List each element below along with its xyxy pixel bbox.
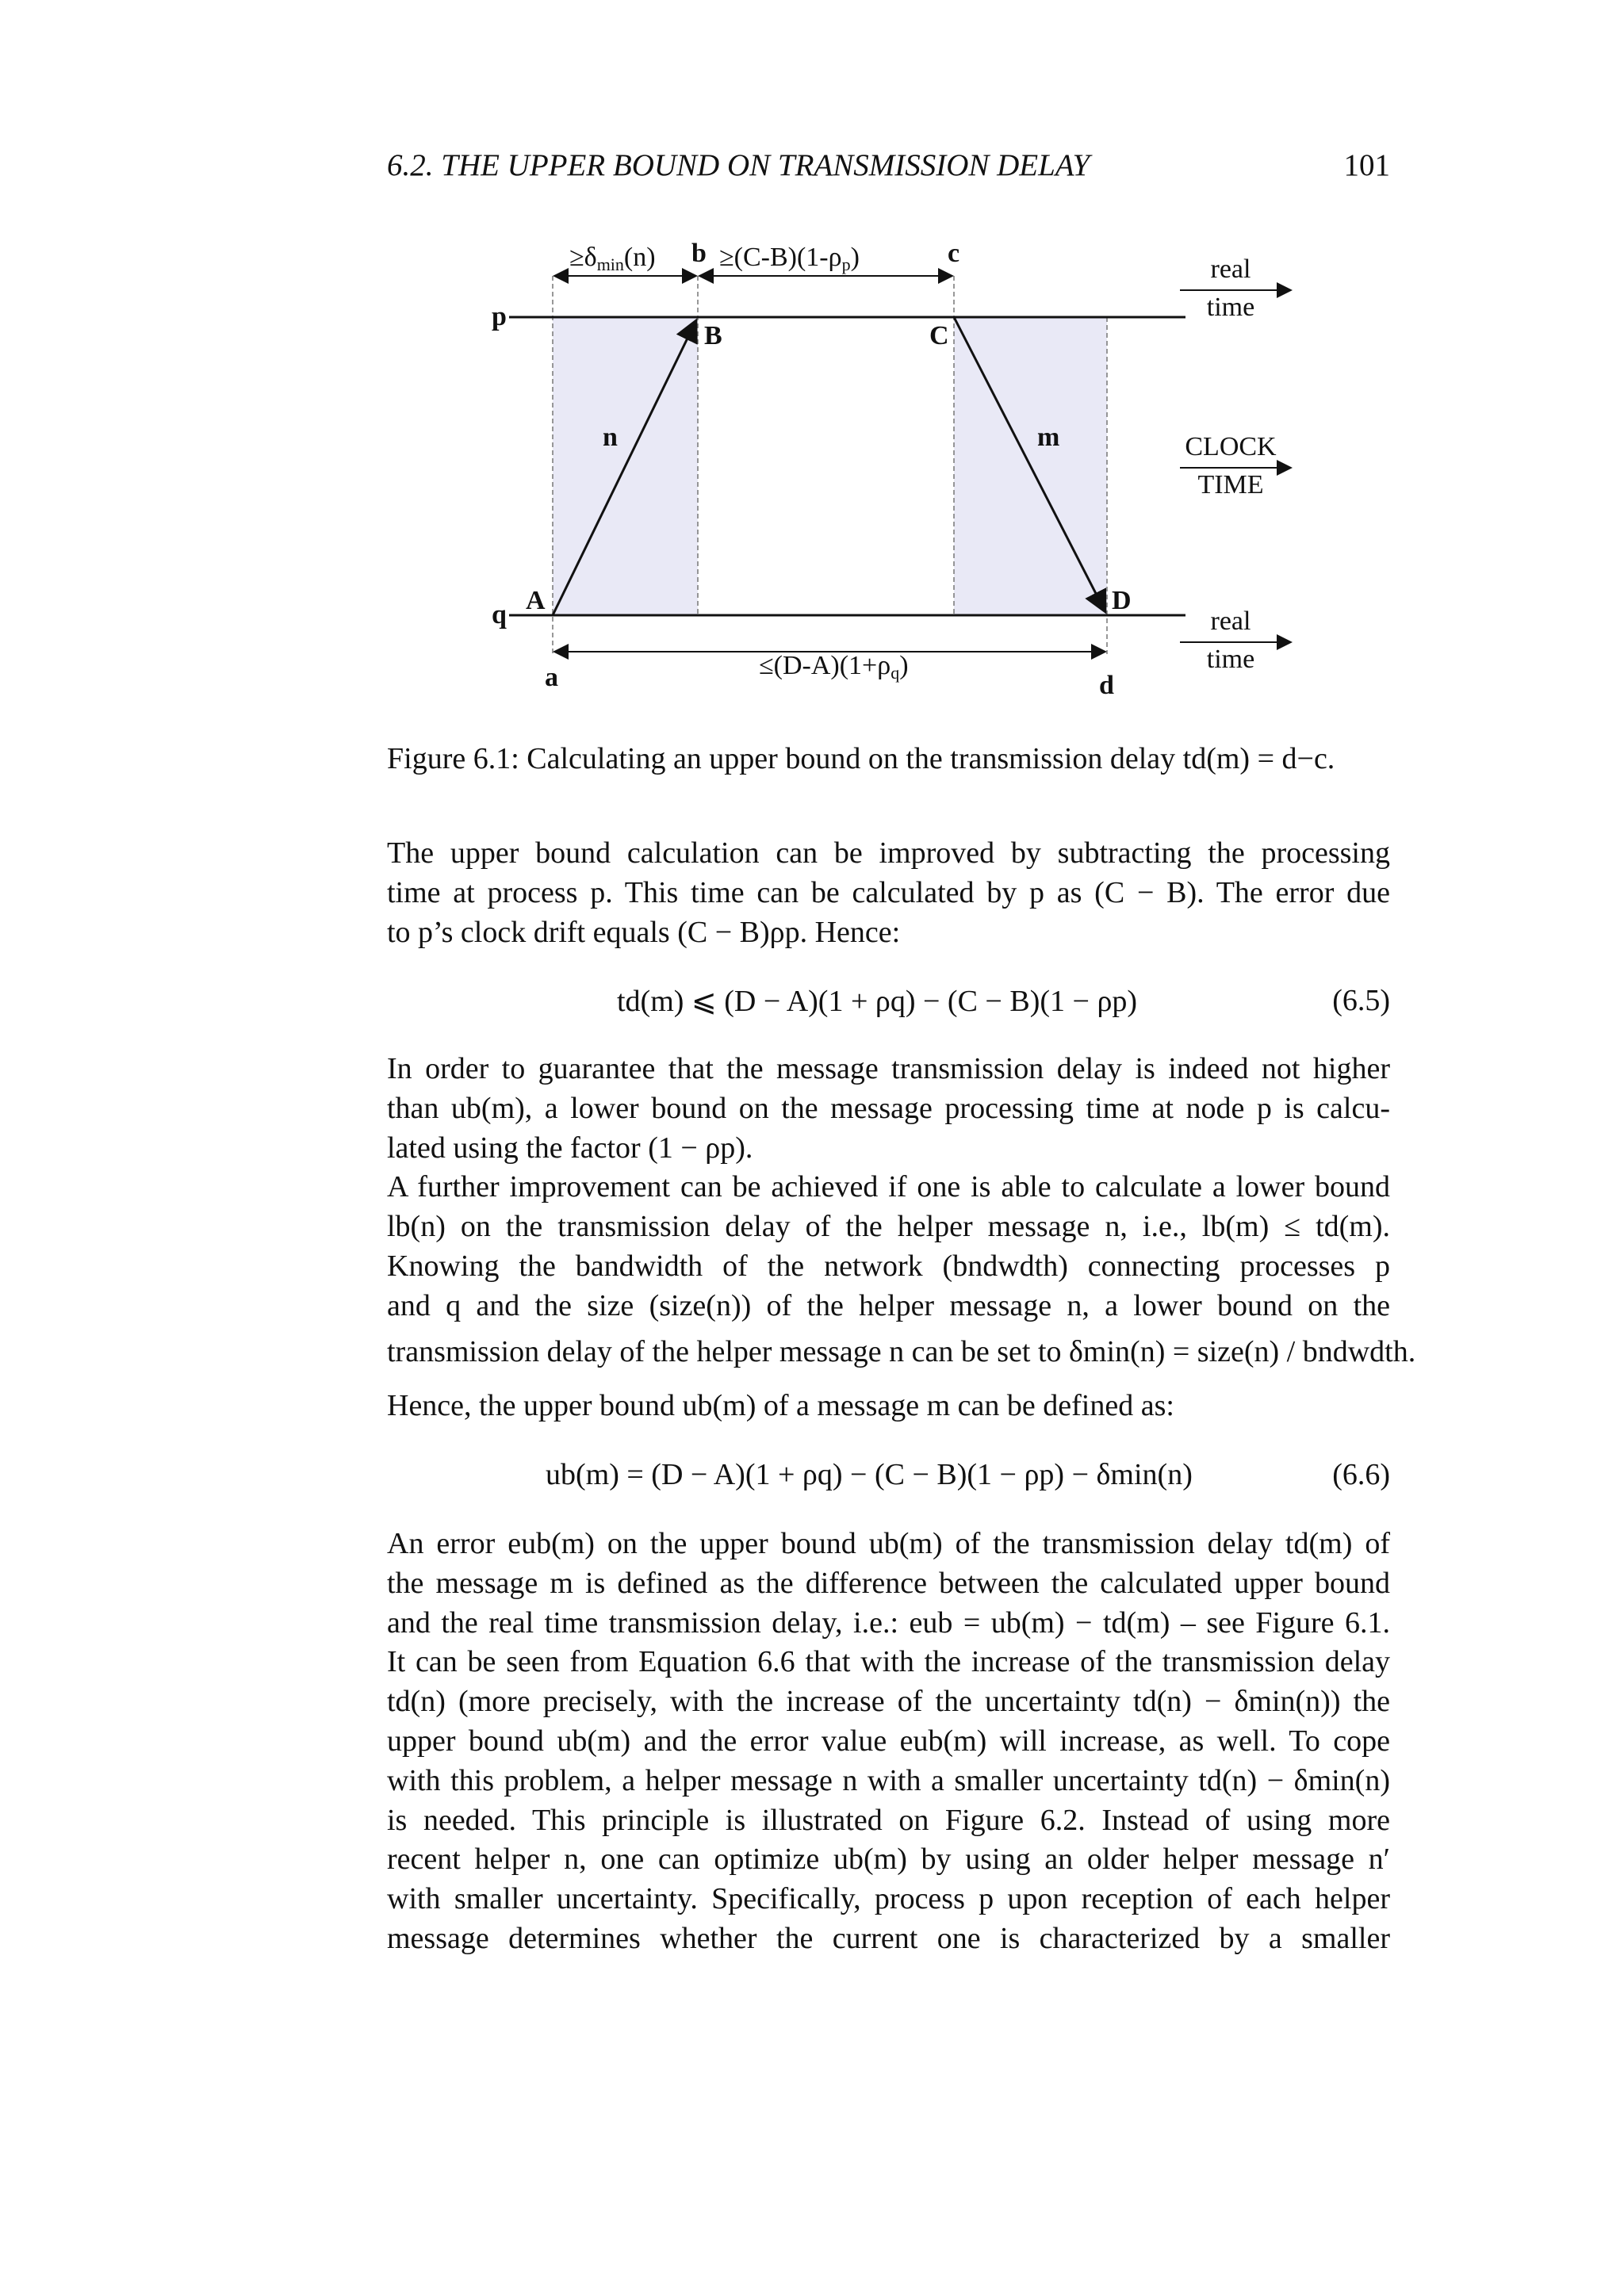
p1-line: The upper bound calculation can be improved by subtracting the processing (387, 836, 1390, 870)
label-da-bound: ≤(D-A)(1+ρq) (759, 651, 909, 683)
label-real-time-top-2: time (1206, 293, 1255, 322)
label-clock-time-1: CLOCK (1185, 432, 1277, 461)
p3-line: and the real time transmission delay, i.e.: eub = ub(m) − td(m) – see Figure 6.1. (387, 1605, 1390, 1640)
figure-caption: Figure 6.1: Calculating an upper bound on the transmission delay td(m) = d−c. (387, 742, 1335, 775)
equation-6-6-body: ub(m) = (D − A)(1 + ρq) − (C − B)(1 − ρp) − δmin(n) (546, 1458, 1193, 1491)
paragraph-1 (387, 834, 1390, 952)
p3-line: It can be seen from Equation 6.6 that with the increase of the transmission delay (387, 1645, 1390, 1679)
label-q: q (492, 600, 507, 629)
p3-line: An error eub(m) on the upper bound ub(m) of the transmission delay td(m) of (387, 1527, 1390, 1560)
p2-line: A further improvement can be achieved if one is able to calculate a lower bound (387, 1170, 1390, 1204)
label-real-time-top-1: real (1210, 254, 1251, 284)
p2-line: lb(n) on the transmission delay of the helper message n, i.e., lb(m) ≤ td(m). (387, 1210, 1390, 1244)
label-real-time-bottom-1: real (1210, 607, 1251, 636)
label-a: a (545, 663, 558, 692)
p3-line: with smaller uncertainty. Specifically, process p upon reception of each helper (387, 1882, 1390, 1916)
p3-line: is needed. This principle is illustrated on Figure 6.2. Instead of using more (387, 1803, 1390, 1837)
label-d: d (1099, 671, 1114, 700)
equation-6-6 (387, 1457, 1390, 1497)
p2-line: In order to guarantee that the message transmission delay is indeed not higher (387, 1052, 1390, 1085)
section-title: 6.2. THE UPPER BOUND ON TRANSMISSION DELAY (387, 148, 1090, 182)
p3-line: message determines whether the current one is characterized by a smaller (387, 1921, 1390, 1955)
p3-line: recent helper n, one can optimize ub(m) by using an older helper message n′ (387, 1843, 1390, 1877)
label-b: b (691, 239, 707, 268)
label-clock-time-2: TIME (1197, 470, 1264, 499)
p2-line: than ub(m), a lower bound on the message processing time at node p is calcu- (387, 1091, 1390, 1125)
label-D: D (1112, 586, 1132, 615)
equation-6-5 (387, 983, 1390, 1023)
page-number: 101 (1343, 148, 1390, 182)
label-cb-bound: ≥(C-B)(1-ρp) (719, 243, 860, 274)
p2-line: lated using the factor (1 − ρp). (387, 1131, 753, 1165)
p2-line-fraction: transmission delay of the helper message n can be set to δmin(n) = size(n) / bndwdth. (387, 1334, 1416, 1368)
figure-transmission-delay-diagram (444, 238, 1316, 714)
p3-line: td(n) (more precisely, with the increase of the uncertainty td(n) − δmin(n)) the (387, 1685, 1390, 1719)
p3-line: with this problem, a helper message n with a smaller uncertainty td(n) − δmin(n) (387, 1763, 1390, 1797)
p2-line: Knowing the bandwidth of the network (bndwdth) connecting processes p (387, 1249, 1390, 1283)
p1-line: time at process p. This time can be calculated by p as (C − B). The error due (387, 875, 1390, 909)
p1-line: to p’s clock drift equals (C − B)ρp. Hence: (387, 915, 901, 949)
equation-6-5-body: td(m) ⩽ (D − A)(1 + ρq) − (C − B)(1 − ρp) (617, 985, 1138, 1018)
running-head (387, 147, 1390, 187)
paragraph-3 (387, 1525, 1390, 1959)
equation-6-6-number: (6.6) (1332, 1458, 1390, 1491)
p2-line: Hence, the upper bound ub(m) of a message m can be defined as: (387, 1388, 1174, 1422)
label-real-time-bottom-2: time (1206, 645, 1255, 674)
p3-line: the message m is defined as the difference between the calculated upper bound (387, 1566, 1390, 1600)
label-c: c (948, 239, 960, 268)
p2-line: and q and the size (size(n)) of the helper message n, a lower bound on the (387, 1288, 1390, 1322)
paragraph-2 (387, 1050, 1416, 1425)
label-C: C (929, 321, 949, 350)
label-p: p (492, 302, 507, 331)
p3-line: upper bound ub(m) and the error value eub(m) will increase, as well. To cope (387, 1724, 1390, 1758)
label-message-m: m (1037, 423, 1060, 452)
label-message-n: n (603, 423, 618, 452)
label-B: B (704, 321, 722, 350)
equation-6-5-number: (6.5) (1332, 984, 1390, 1017)
label-delta-min: ≥δmin(n) (569, 243, 656, 274)
label-A: A (526, 586, 546, 615)
